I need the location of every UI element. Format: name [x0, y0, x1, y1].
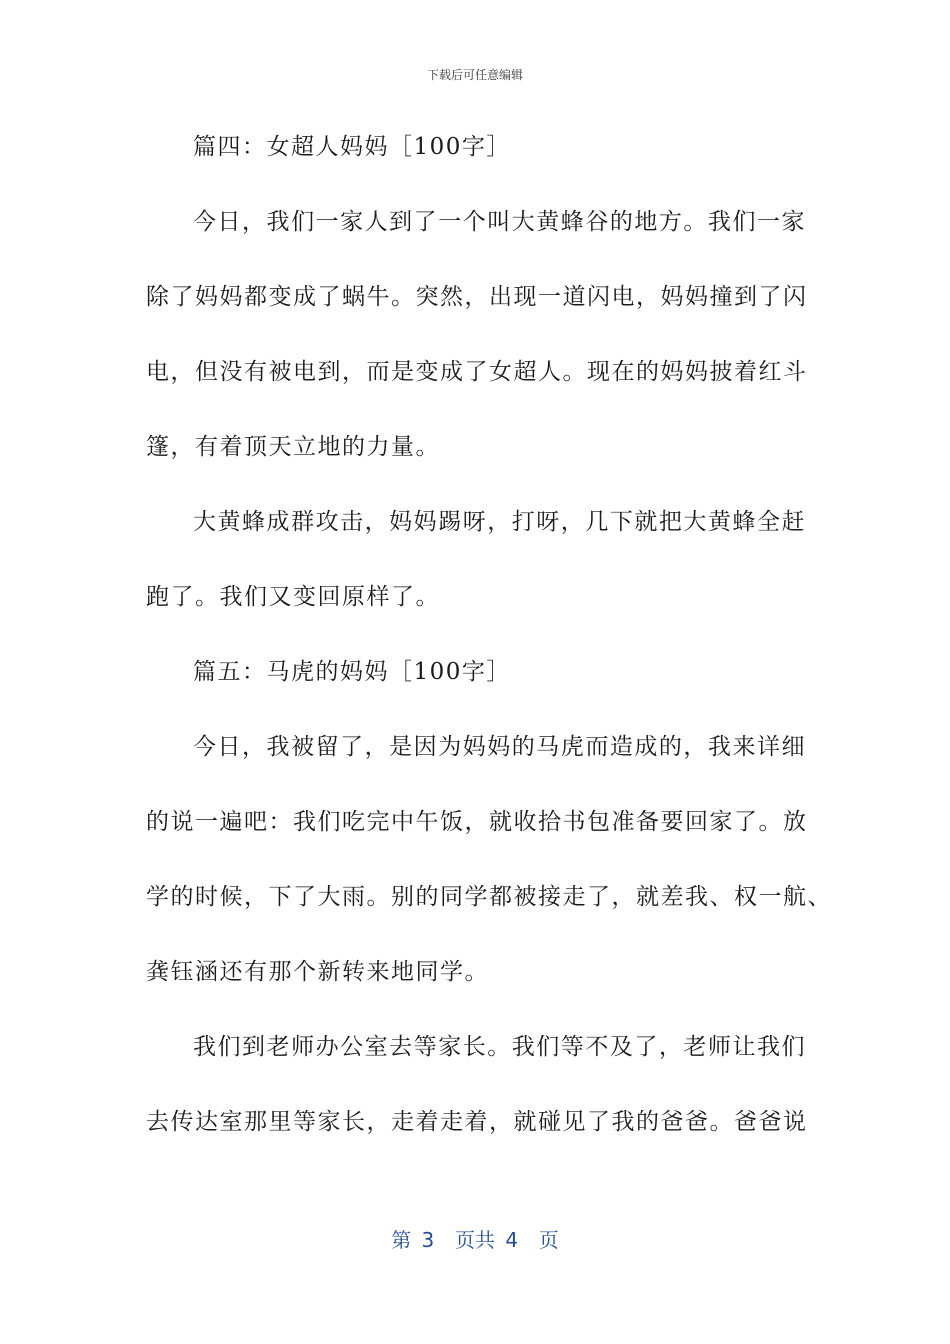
- text-line: 今日，我被留了，是因为妈妈的马虎而造成的，我来详细: [193, 734, 806, 760]
- text-line: 学的时候，下了大雨。别的同学都被接走了，就差我、权一航、: [146, 884, 832, 910]
- document-body: [146, 110, 832, 1160]
- text-line: 大黄蜂成群攻击，妈妈踢呀，打呀，几下就把大黄蜂全赶: [193, 509, 806, 535]
- text-line: 除了妈妈都变成了蜗牛。突然，出现一道闪电，妈妈撞到了闪: [146, 284, 808, 310]
- text-line: 我们到老师办公室去等家长。我们等不及了，老师让我们: [193, 1034, 806, 1060]
- text-line: 去传达室那里等家长，走着走着，就碰见了我的爸爸。爸爸说: [146, 1109, 808, 1135]
- text-line: 今日，我们一家人到了一个叫大黄蜂谷的地方。我们一家: [193, 209, 806, 235]
- text-line: 篷，有着顶天立地的力量。: [146, 434, 440, 460]
- page-number: 第 3 页共 4 页: [391, 1228, 559, 1252]
- text-line: 篇五：马虎的妈妈［100字］: [193, 659, 511, 685]
- text-line: 跑了。我们又变回原样了。: [146, 584, 440, 610]
- text-line: 的说一遍吧：我们吃完中午饭，就收拾书包准备要回家了。放: [146, 809, 808, 835]
- text-line: 篇四：女超人妈妈［100字］: [193, 134, 511, 160]
- text-line: 龚钰涵还有那个新转来地同学。: [146, 959, 489, 985]
- text-line: 电，但没有被电到，而是变成了女超人。现在的妈妈披着红斗: [146, 359, 808, 385]
- page-header: 下载后可任意编辑: [426, 68, 523, 82]
